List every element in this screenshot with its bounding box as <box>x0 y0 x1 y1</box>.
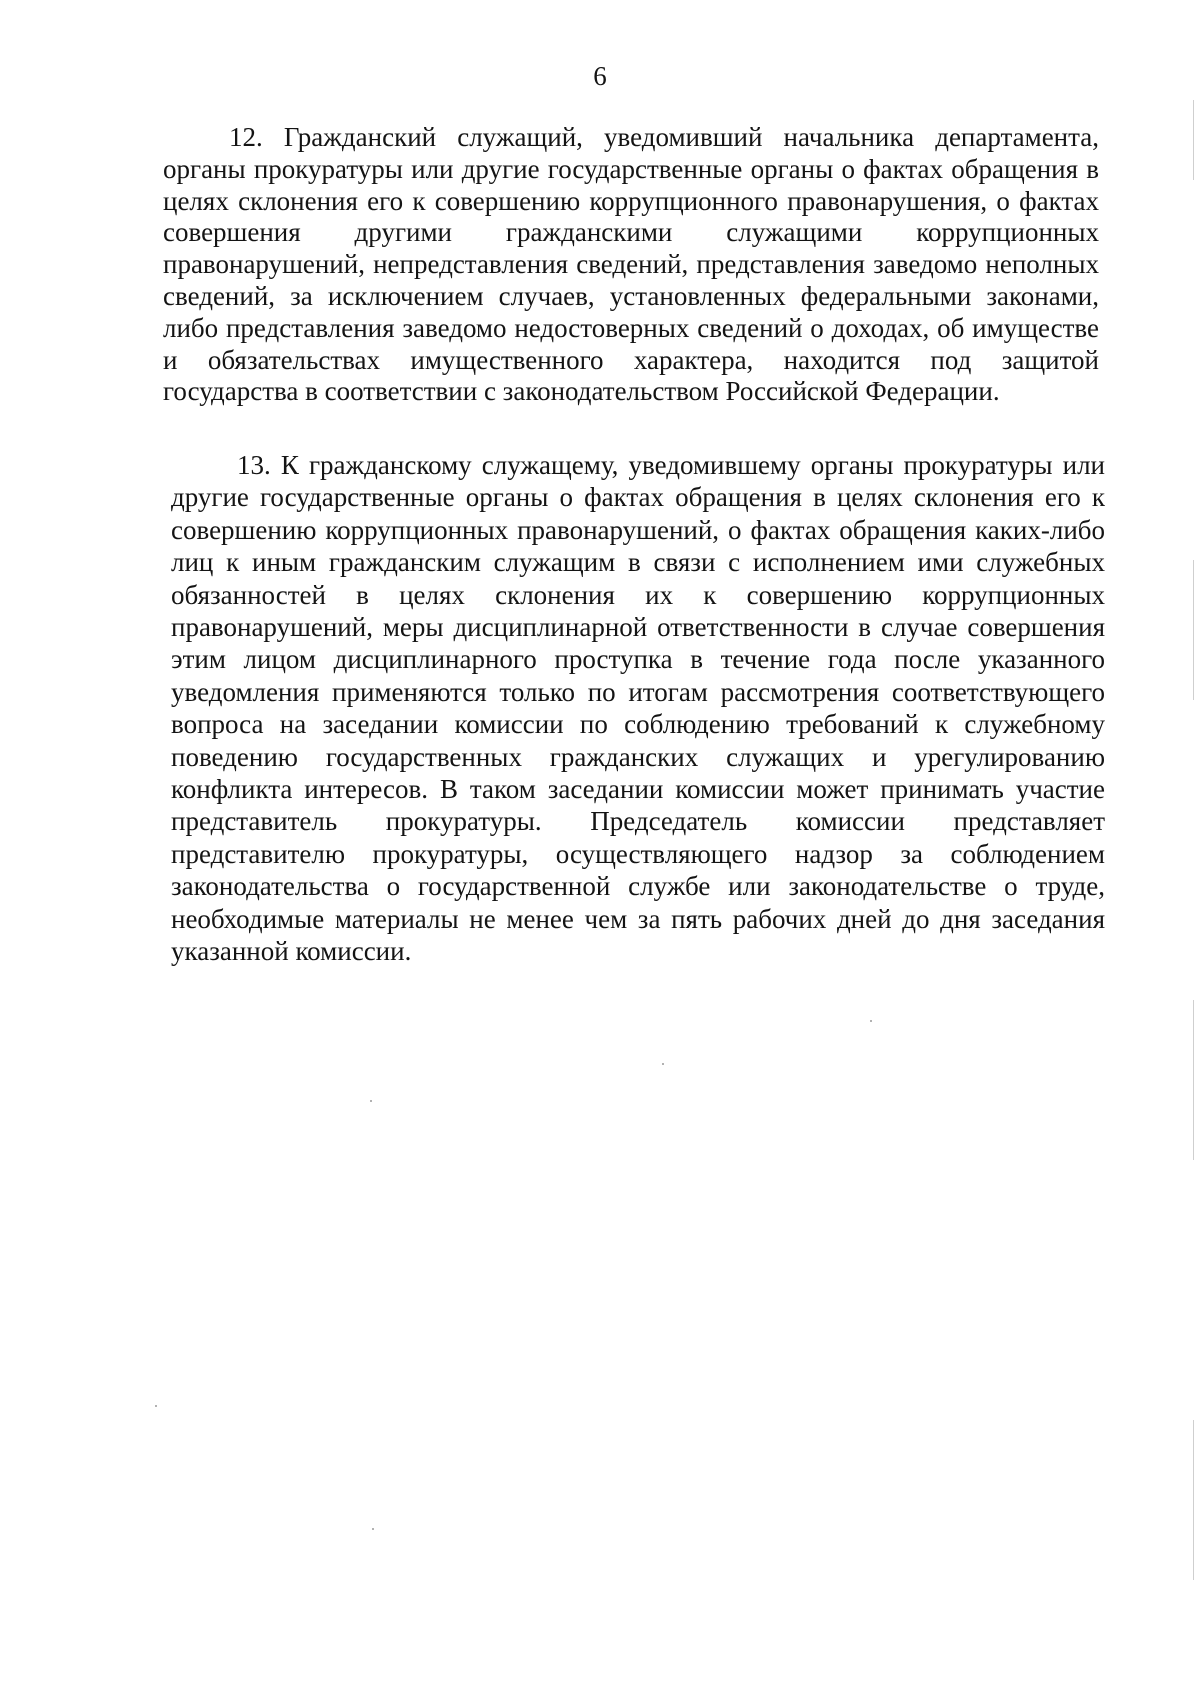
scan-edge-mark <box>1193 1000 1194 1160</box>
paragraph-12-block <box>163 122 1099 408</box>
scan-speck <box>155 1405 157 1407</box>
paragraph-12: 12. Гражданский служащий, уведомивший начальника департамента, органы прокуратуры или другие государственные органы о фактах обращения в целях склонения его к совершению коррупционного правонарушения, о фактах совершения другими гражданскими служащими коррупционных правонарушений, непредставления сведений, представления заведомо неполных сведений, за исключением случаев, установленных федеральными законами, либо представления заведомо недостоверных сведений о доходах, об имуществе и обязательствах имущественного характера, находится под защитой государства в соответствии с законодательством Российской Федерации. <box>163 122 1099 407</box>
paragraph-13-block <box>171 449 1105 968</box>
scan-speck <box>370 1100 372 1102</box>
page-number: 6 <box>593 61 607 91</box>
scan-speck <box>870 1020 872 1022</box>
scan-edge-mark <box>1193 1420 1194 1580</box>
scan-speck <box>372 1528 374 1530</box>
scan-edge-mark <box>1193 560 1194 700</box>
paragraph-13: 13. К гражданскому служащему, уведомившему органы прокуратуры или другие государственные органы о фактах обращения в целях склонения его к совершению коррупционных правонарушений, о фактах обращения каких-либо лиц к иным гражданским служащим в связи с исполнением ими служебных обязанностей в целях склонения их к совершению коррупционных правонарушений, меры дисциплинарной ответственности в случае совершения этим лицом дисциплинарного проступка в течение года после указанного уведомления применяются только по итогам рассмотрения соответствующего вопроса на заседании комиссии по соблюдению требований к служебному поведению государственных гражданских служащих и урегулированию конфликта интересов. В таком заседании комиссии может принимать участие представитель прокуратуры. Председатель комиссии представляет представителю прокуратуры, осуществляющего надзор за соблюдением законодательства о государственной службе или законодательстве о труде, необходимые материалы не менее чем за пять рабочих дней до дня заседания указанной комиссии. <box>171 450 1105 967</box>
scan-edge-mark <box>1193 100 1194 180</box>
scan-speck <box>662 1063 664 1065</box>
